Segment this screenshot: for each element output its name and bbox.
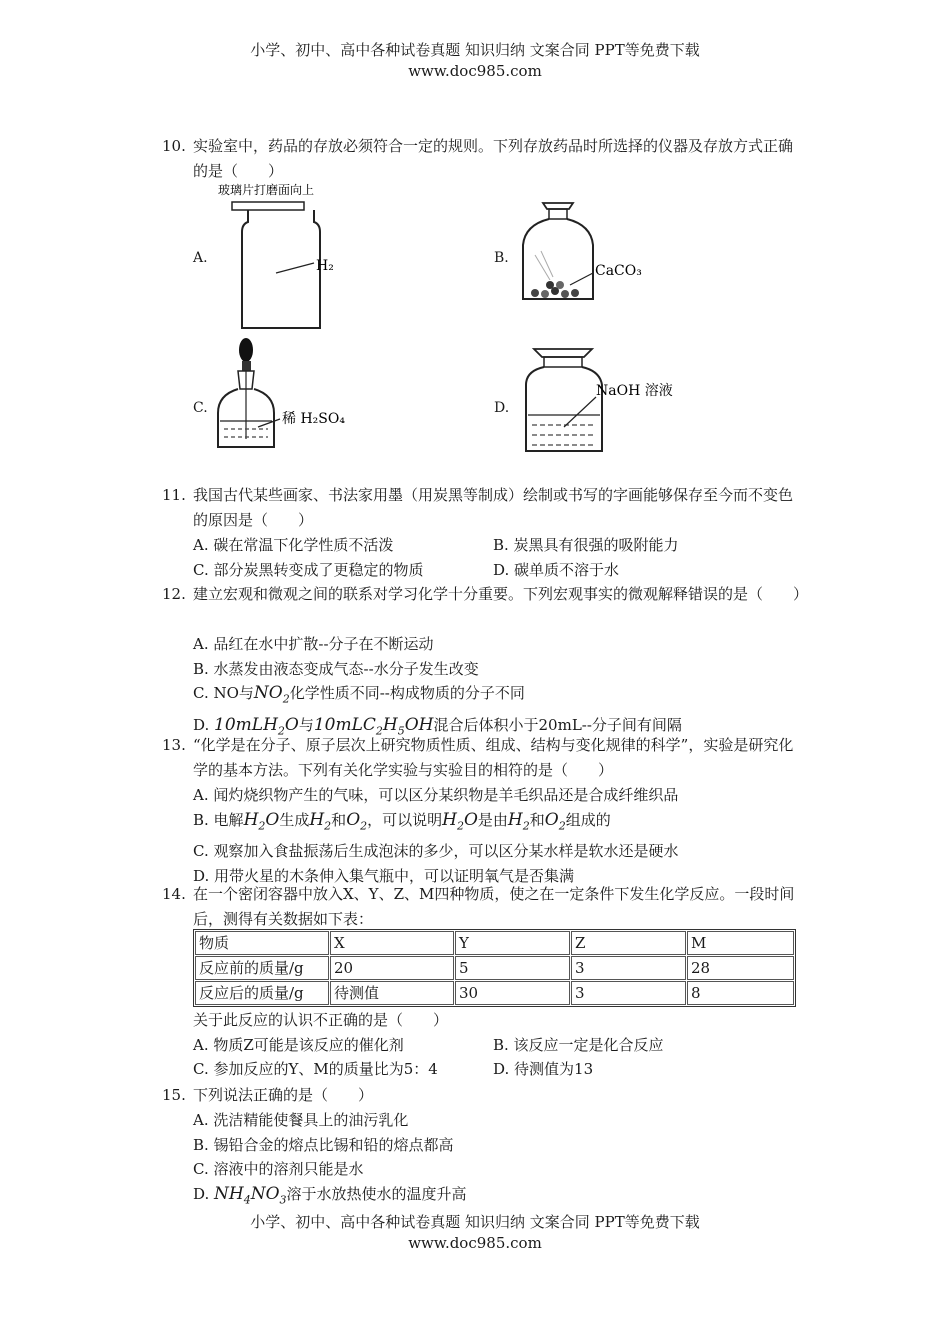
formula-text: OH <box>404 714 434 735</box>
table-cell: 物质 <box>195 931 329 955</box>
question-number: 15. <box>162 1086 186 1104</box>
figure-bottle-naoh <box>518 345 693 457</box>
pointer-line <box>564 397 596 427</box>
formula-text: NO <box>250 1184 280 1205</box>
formula-subscript: 3 <box>279 1193 287 1207</box>
question-prompt: 关于此反应的认识不正确的是（ ） <box>193 1011 449 1029</box>
formula-subscript: 4 <box>243 1193 251 1207</box>
question-number: 10. <box>162 137 186 155</box>
formula-subscript: 2 <box>324 819 332 833</box>
option-b-text: 和 <box>529 810 545 829</box>
figure-reagent-bottle-caco3 <box>515 195 685 310</box>
option-b-text: 和 <box>331 810 347 829</box>
header-url: www.doc985.com <box>408 62 542 80</box>
question-number: 13. <box>162 736 186 754</box>
glass-shading <box>535 255 550 280</box>
bottle-stopper <box>534 349 592 357</box>
question-13 <box>162 733 802 782</box>
option-c: C. 部分炭黑转变成了更稳定的物质 <box>193 560 424 579</box>
formula-text: O <box>265 809 280 830</box>
formula-text: NH <box>214 1184 244 1205</box>
option-b <box>193 808 793 839</box>
option-b: B. 锡铅合金的熔点比锡和铅的熔点都高 <box>193 1135 454 1154</box>
table-cell: 30 <box>455 981 570 1005</box>
formula-nh4no3 <box>214 1184 287 1207</box>
table-row <box>195 931 794 955</box>
glass-slide <box>232 202 304 210</box>
data-table <box>193 929 796 1007</box>
formula-text: H <box>442 809 457 830</box>
option-a: A. 洗洁精能使餐具上的油污乳化 <box>193 1111 409 1129</box>
question-text: 实验室中，药品的存放必须符合一定的规则。下列存放药品时所选择的仪器及存放方式正确的是（ ） <box>193 137 794 180</box>
formula-text: O <box>544 809 559 830</box>
figure-dropper-bottle-h2so4 <box>212 335 372 460</box>
formula-subscript: 2 <box>522 819 530 833</box>
formula-ethanol <box>314 715 434 735</box>
pointer-line <box>276 263 314 273</box>
option-d-label: D. <box>494 400 510 416</box>
q12-options <box>193 632 793 744</box>
question-text: “化学是在分子、原子层次上研究物质性质、组成、结构与变化规律的科学”，实验是研究化学的基本方法。下列有关化学实验与实验目的相符的是（ ） <box>193 736 794 779</box>
table-cell: 20 <box>330 956 454 980</box>
formula-h2 <box>309 809 332 833</box>
question-number: 11. <box>162 486 186 504</box>
question-14 <box>162 882 802 931</box>
solid-particle <box>571 289 579 297</box>
solid-particle <box>556 281 564 289</box>
option-d-mid: 与 <box>298 715 314 734</box>
footer-url: www.doc985.com <box>408 1234 542 1252</box>
q14-options <box>193 1008 793 1082</box>
formula-text: O <box>346 809 361 830</box>
option-c: C. 参加反应的Y、M的质量比为5：4 <box>193 1060 438 1079</box>
dropper-collar <box>242 361 251 371</box>
question-number: 12. <box>162 585 186 603</box>
table-row <box>195 981 794 1005</box>
figure-a-caption: 玻璃片打磨面向上 <box>218 183 315 197</box>
formula-subscript: 2 <box>456 819 464 833</box>
solid-particle <box>561 290 569 298</box>
question-text: 在一个密闭容器中放入X、Y、Z、M四种物质，使之在一定条件下发生化学反应。一段时间后，测得有关数据如下表： <box>193 885 795 928</box>
option-c-prefix: C. NO与 <box>193 684 254 703</box>
figure-c-chem: 稀 H₂SO₄ <box>282 411 345 427</box>
question-text: 我国古代某些画家、书法家用墨（用炭黑等制成）绘制或书写的字画能够保存至今而不变色的原因是（ ） <box>193 486 794 529</box>
formula-h2o <box>442 809 478 833</box>
formula-text: 10mLC <box>313 714 376 735</box>
option-d: D. 碳单质不溶于水 <box>493 560 620 579</box>
q11-options <box>193 533 793 582</box>
formula-text: 10mLH <box>214 714 278 735</box>
bottle-neck <box>549 209 567 219</box>
option-d: D. 用带火星的木条伸入集气瓶中，可以证明氧气是否集满 <box>193 866 575 885</box>
option-c-suffix: 化学性质不同--构成物质的分子不同 <box>289 684 525 703</box>
table-cell: 待测值 <box>330 981 454 1005</box>
solid-particle <box>546 281 554 289</box>
option-d-suffix: 溶于水放热使水的温度升高 <box>286 1185 467 1204</box>
question-text: 建立宏观和微观之间的联系对学习化学十分重要。下列宏观事实的微观解释错误的是（ ） <box>193 585 809 603</box>
formula-subscript: 2 <box>375 723 383 737</box>
table-cell: X <box>330 931 454 955</box>
formula-subscript: 2 <box>360 819 368 833</box>
formula-text: H <box>382 714 398 735</box>
table-cell: 反应前的质量/g <box>195 956 329 980</box>
question-number: 14. <box>162 885 186 903</box>
formula-text: H <box>507 809 523 830</box>
option-c-label: C. <box>193 400 208 416</box>
solid-particle <box>531 289 539 297</box>
glass-shading <box>541 251 553 277</box>
option-d: D. 待测值为13 <box>493 1060 594 1079</box>
table-cell: Y <box>455 931 570 955</box>
option-a: A. 物质Z可能是该反应的催化剂 <box>193 1035 404 1054</box>
option-a: A. 闻灼烧织物产生的气味，可以区分某织物是羊毛织品还是合成纤维织品 <box>193 786 679 804</box>
formula-o2 <box>346 809 368 833</box>
pointer-line <box>258 419 280 427</box>
gas-jar-outline <box>242 210 320 328</box>
figure-b-chem: CaCO₃ <box>595 263 642 279</box>
option-b-label: B. <box>494 250 509 266</box>
bottle-stopper <box>543 203 573 209</box>
pointer-line <box>570 273 593 285</box>
table-cell: 3 <box>571 981 686 1005</box>
formula-text: NO <box>253 683 283 704</box>
header-line1: 小学、初中、高中各种试卷真题 知识归纳 文案合同 PPT等免费下载 <box>250 41 700 59</box>
formula-subscript: 2 <box>258 819 266 833</box>
formula-water <box>214 715 299 735</box>
q15-options <box>193 1108 793 1213</box>
formula-text: O <box>284 714 299 735</box>
figure-a-chem: H₂ <box>316 258 334 274</box>
solid-particle <box>541 290 549 298</box>
question-text: 下列说法正确的是（ ） <box>193 1086 374 1104</box>
q13-options <box>193 783 793 888</box>
option-b: B. 该反应一定是化合反应 <box>493 1035 664 1054</box>
table-cell: 3 <box>571 956 686 980</box>
option-d <box>193 1182 793 1213</box>
option-c <box>193 681 793 712</box>
formula-h2 <box>507 809 530 833</box>
option-d-suffix: 混合后体积小于20mL--分子间有间隔 <box>433 715 682 734</box>
formula-o2 <box>544 809 566 833</box>
bottle-neck <box>544 357 582 367</box>
formula-text: H <box>309 809 325 830</box>
formula-subscript: 2 <box>277 723 285 737</box>
option-c: C. 溶液中的溶剂只能是水 <box>193 1160 364 1179</box>
option-b-text: 组成的 <box>565 810 611 829</box>
formula-subscript: 2 <box>558 819 566 833</box>
formula-text: H <box>243 809 259 830</box>
option-c: C. 观察加入食盐振荡后生成泡沫的多少，可以区分某水样是软水还是硬水 <box>193 841 679 860</box>
question-10 <box>162 134 802 183</box>
question-11 <box>162 483 802 532</box>
footer-line1: 小学、初中、高中各种试卷真题 知识归纳 文案合同 PPT等免费下载 <box>250 1213 700 1231</box>
table-cell: M <box>687 931 794 955</box>
table-cell: 反应后的质量/g <box>195 981 329 1005</box>
formula-h2o <box>243 809 280 833</box>
option-b: B. 水蒸发由液态变成气态--水分子发生改变 <box>193 659 479 678</box>
option-b-text: 生成 <box>279 810 310 829</box>
option-b: B. 炭黑具有很强的吸附能力 <box>493 536 679 554</box>
dropper-bulb <box>239 338 253 362</box>
option-a: A. 品红在水中扩散--分子在不断运动 <box>193 635 434 653</box>
table-cell: Z <box>571 931 686 955</box>
formula-subscript: 5 <box>397 723 405 737</box>
option-b-text: 是由 <box>477 810 508 829</box>
option-d-prefix: D. <box>193 715 215 734</box>
table-cell: 5 <box>455 956 570 980</box>
figure-gas-jar-h2 <box>210 178 360 338</box>
formula-subscript: 2 <box>282 692 290 706</box>
option-d-prefix: D. <box>193 1185 215 1204</box>
option-a-label: A. <box>193 250 208 266</box>
question-15 <box>162 1083 802 1108</box>
bottle-body <box>526 367 602 451</box>
formula-no2 <box>253 683 290 706</box>
table-row <box>195 956 794 980</box>
table-cell: 28 <box>687 956 794 980</box>
option-a: A. 碳在常温下化学性质不活泼 <box>193 536 394 554</box>
table-cell: 8 <box>687 981 794 1005</box>
option-b-prefix: B. 电解 <box>193 810 244 829</box>
question-12 <box>162 582 809 607</box>
formula-text: O <box>463 809 478 830</box>
figure-d-chem: NaOH 溶液 <box>596 383 673 399</box>
option-b-text: ，可以说明 <box>367 810 443 829</box>
